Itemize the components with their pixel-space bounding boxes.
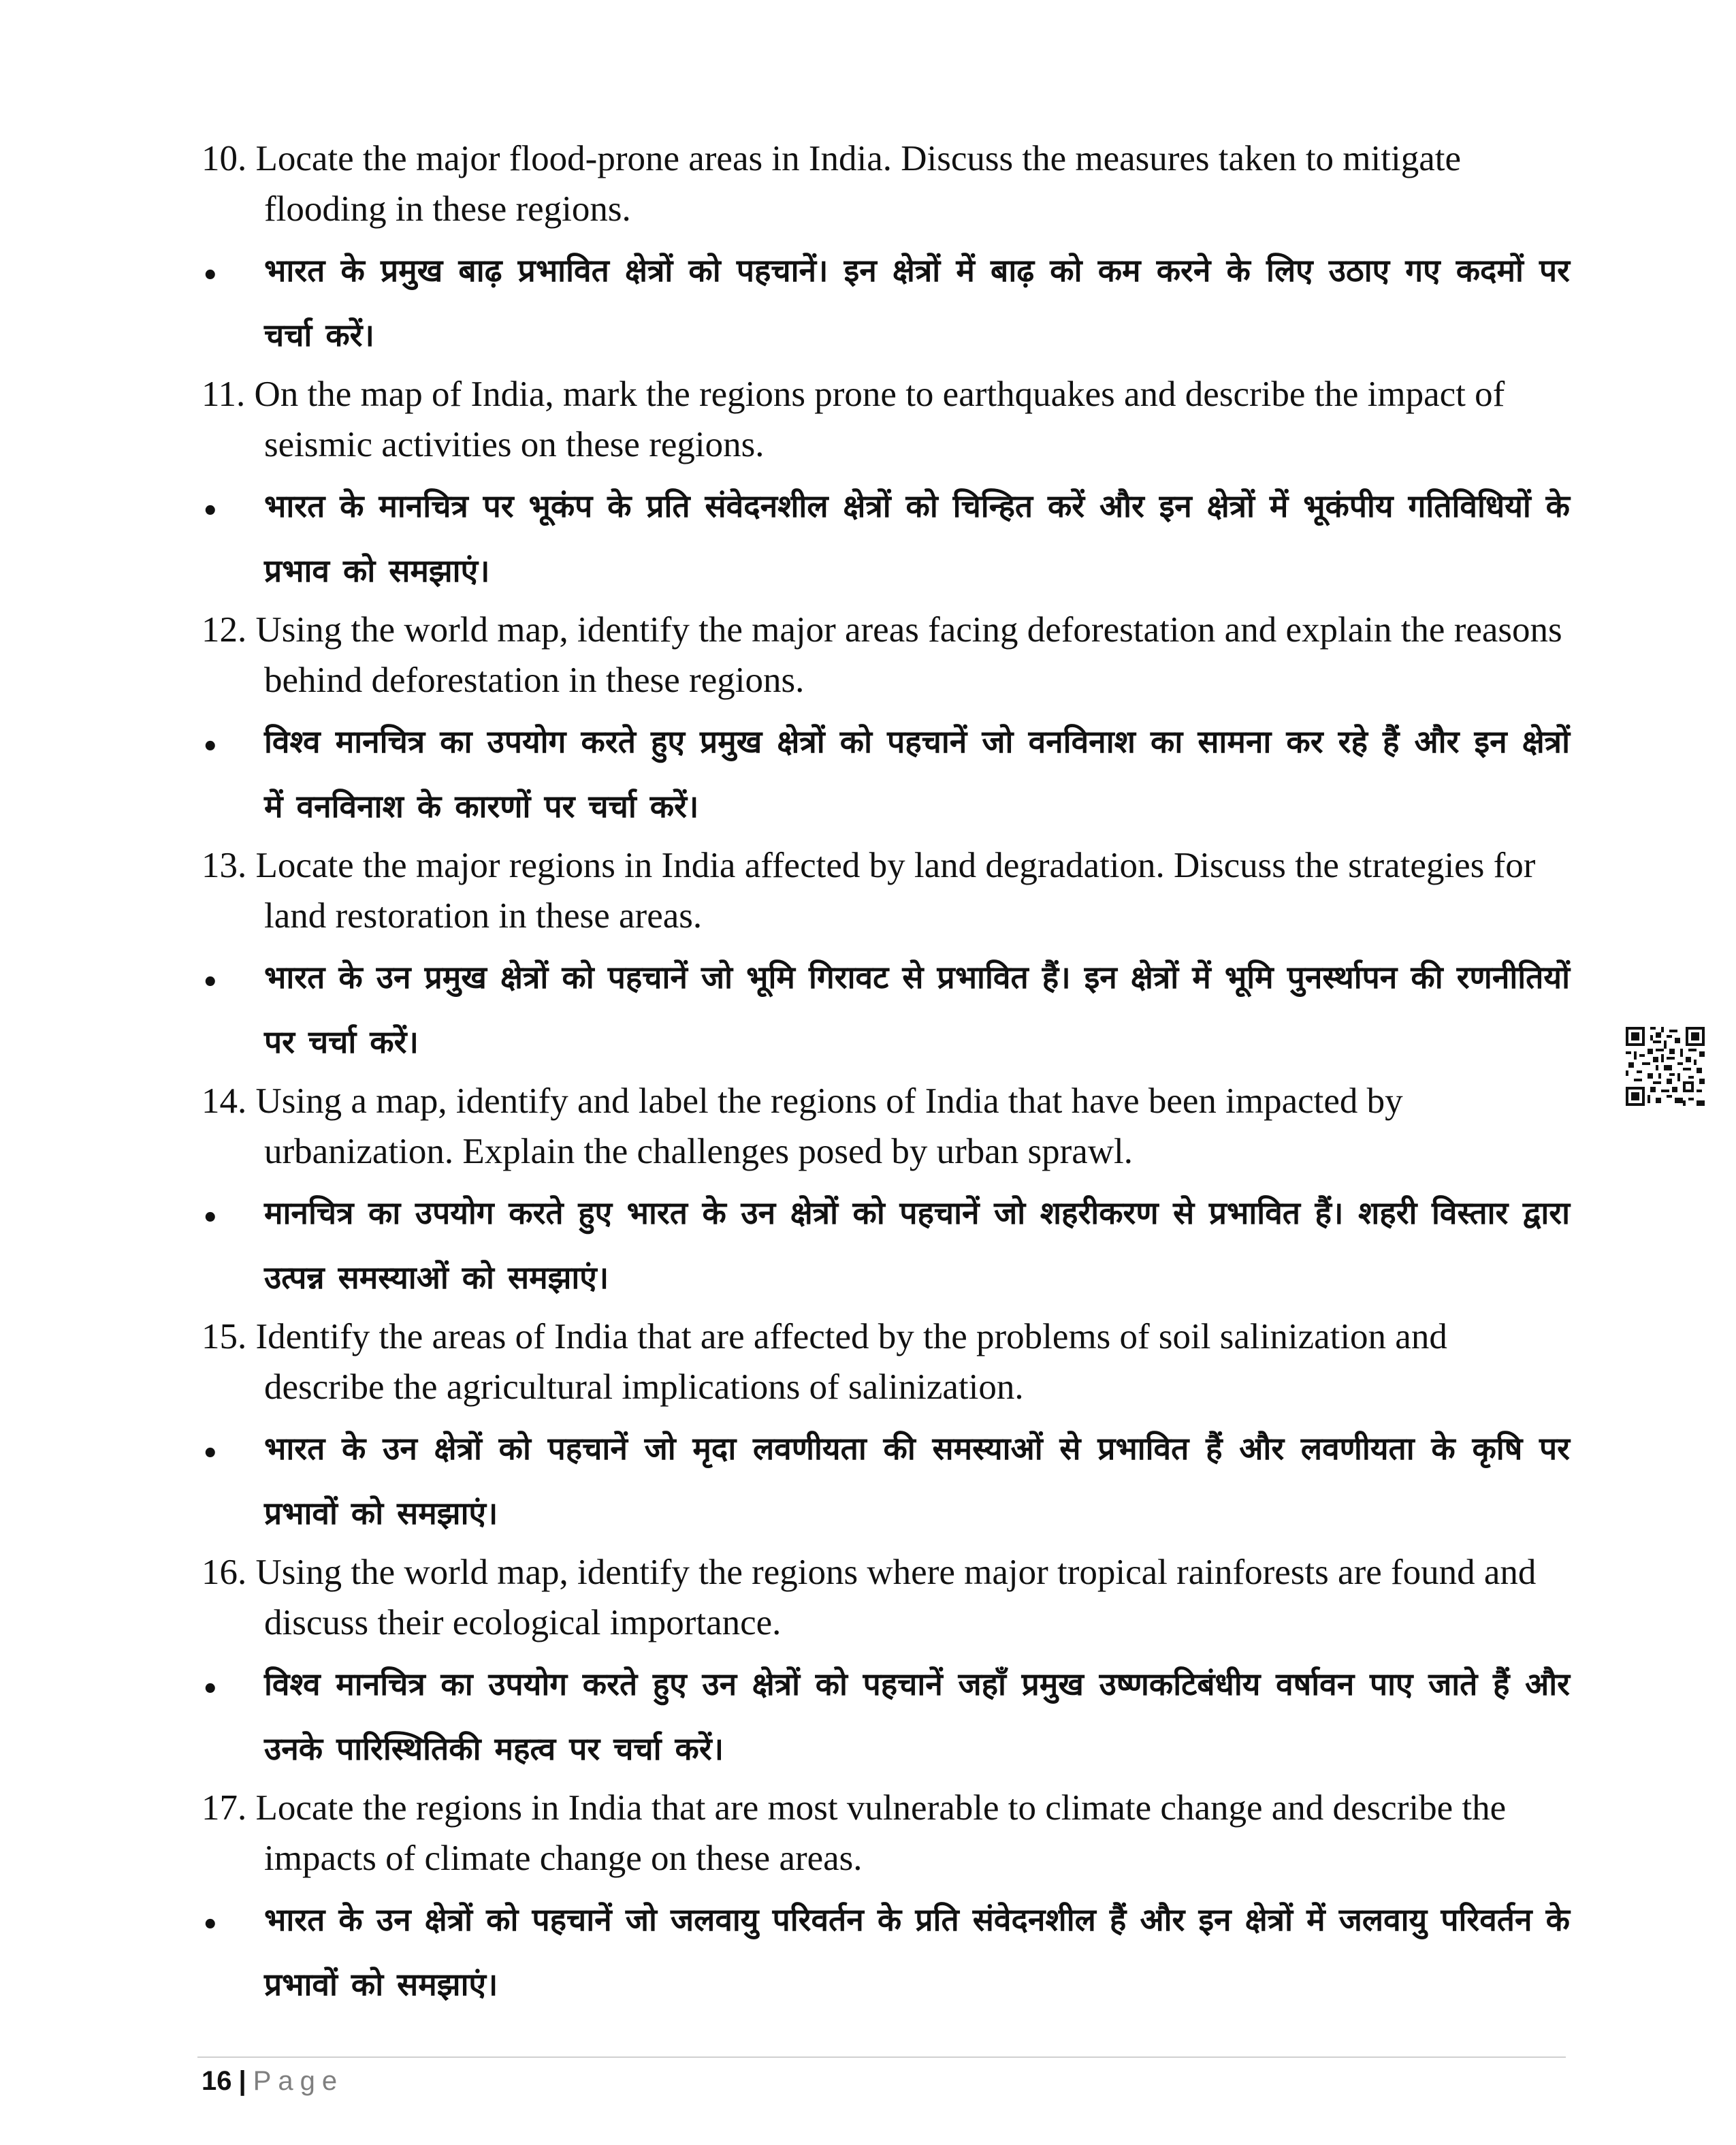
question-hi-text: भारत के प्रमुख बाढ़ प्रभावित क्षेत्रों को पहचानें। इन क्षेत्रों में बाढ़ को कम करने के लिए उठाए गए कदमों पर चर्चा करें। xyxy=(264,252,1570,353)
bullet-icon: • xyxy=(202,260,219,291)
bullet-icon: • xyxy=(202,1203,219,1234)
bullet-icon: • xyxy=(202,1674,219,1705)
question-hi xyxy=(202,474,1570,603)
page-number: 16 xyxy=(202,2066,232,2096)
bullet-icon: • xyxy=(202,1909,219,1941)
question-hi xyxy=(202,1181,1570,1310)
page-label: Page xyxy=(253,2066,344,2096)
question-hi xyxy=(202,238,1570,368)
bullet-icon: • xyxy=(202,731,219,763)
bullet-icon: • xyxy=(202,496,219,527)
question-hi-text: विश्व मानचित्र का उपयोग करते हुए प्रमुख क्षेत्रों को पहचानें जो वनविनाश का सामना कर रहे हैं और इन क्षेत्रों में वनविनाश के कारणों पर चर्चा करें। xyxy=(264,723,1570,825)
question-en: 13. Locate the major regions in India affected by land degradation. Discuss the strategies for land restoration in these areas. xyxy=(202,846,1536,936)
question-hi xyxy=(202,1652,1570,1781)
question-hi-text: भारत के उन क्षेत्रों को पहचानें जो जलवायु परिवर्तन के प्रति संवेदनशील हैं और इन क्षेत्रों में जलवायु परिवर्तन के प्रभावों को समझाएं। xyxy=(264,1901,1570,2003)
question-hi-text: भारत के मानचित्र पर भूकंप के प्रति संवेदनशील क्षेत्रों को चिन्हित करें और इन क्षेत्रों में भूकंपीय गतिविधियों के प्रभाव को समझाएं। xyxy=(264,488,1570,589)
question-en: 17. Locate the regions in India that are most vulnerable to climate change and describe the impacts of climate change on these areas. xyxy=(202,1788,1507,1878)
question-en: 11. On the map of India, mark the regions prone to earthquakes and describe the impact of seismic activities on these regions. xyxy=(202,375,1505,464)
question-en: 10. Locate the major flood-prone areas in India. Discuss the measures taken to mitigate flooding in these regions. xyxy=(202,139,1461,229)
footer-divider xyxy=(197,2056,1566,2058)
page-footer xyxy=(202,2061,344,2101)
question-hi-text: विश्व मानचित्र का उपयोग करते हुए उन क्षेत्रों को पहचानें जहाँ प्रमुख उष्णकटिबंधीय वर्षावन पाए जाते हैं और उनके पारिस्थितिकी महत्व पर चर्चा करें। xyxy=(264,1666,1570,1767)
bullet-icon: • xyxy=(202,1438,219,1469)
question-en: 12. Using the world map, identify the major areas facing deforestation and explain the reasons behind deforestation in these regions. xyxy=(202,610,1562,700)
question-hi xyxy=(202,1888,1570,2017)
question-en: 14. Using a map, identify and label the regions of India that have been impacted by urbanization. Explain the challenges posed by urban sprawl. xyxy=(202,1081,1403,1171)
qr-code-icon[interactable] xyxy=(1626,1027,1705,1106)
question-hi-text: भारत के उन प्रमुख क्षेत्रों को पहचानें जो भूमि गिरावट से प्रभावित हैं। इन क्षेत्रों में भूमि पुनर्स्थापन की रणनीतियों पर चर्चा करें। xyxy=(264,959,1570,1060)
question-en: 15. Identify the areas of India that are affected by the problems of soil salinization and describe the agricultural implications of salinization. xyxy=(202,1317,1447,1407)
question-hi-text: भारत के उन क्षेत्रों को पहचानें जो मृदा लवणीयता की समस्याओं से प्रभावित हैं और लवणीयता के कृषि पर प्रभावों को समझाएं। xyxy=(264,1430,1570,1531)
question-hi xyxy=(202,945,1570,1075)
question-list xyxy=(202,133,1570,2018)
question-en: 16. Using the world map, identify the regions where major tropical rainforests are found and discuss their ecological importance. xyxy=(202,1553,1537,1642)
question-hi-text: मानचित्र का उपयोग करते हुए भारत के उन क्षेत्रों को पहचानें जो शहरीकरण से प्रभावित हैं। शहरी विस्तार द्वारा उत्पन्न समस्याओं को समझाएं। xyxy=(264,1194,1570,1296)
question-hi xyxy=(202,710,1570,839)
footer-separator: | xyxy=(238,2066,246,2096)
question-hi xyxy=(202,1416,1570,1546)
bullet-icon: • xyxy=(202,967,219,998)
